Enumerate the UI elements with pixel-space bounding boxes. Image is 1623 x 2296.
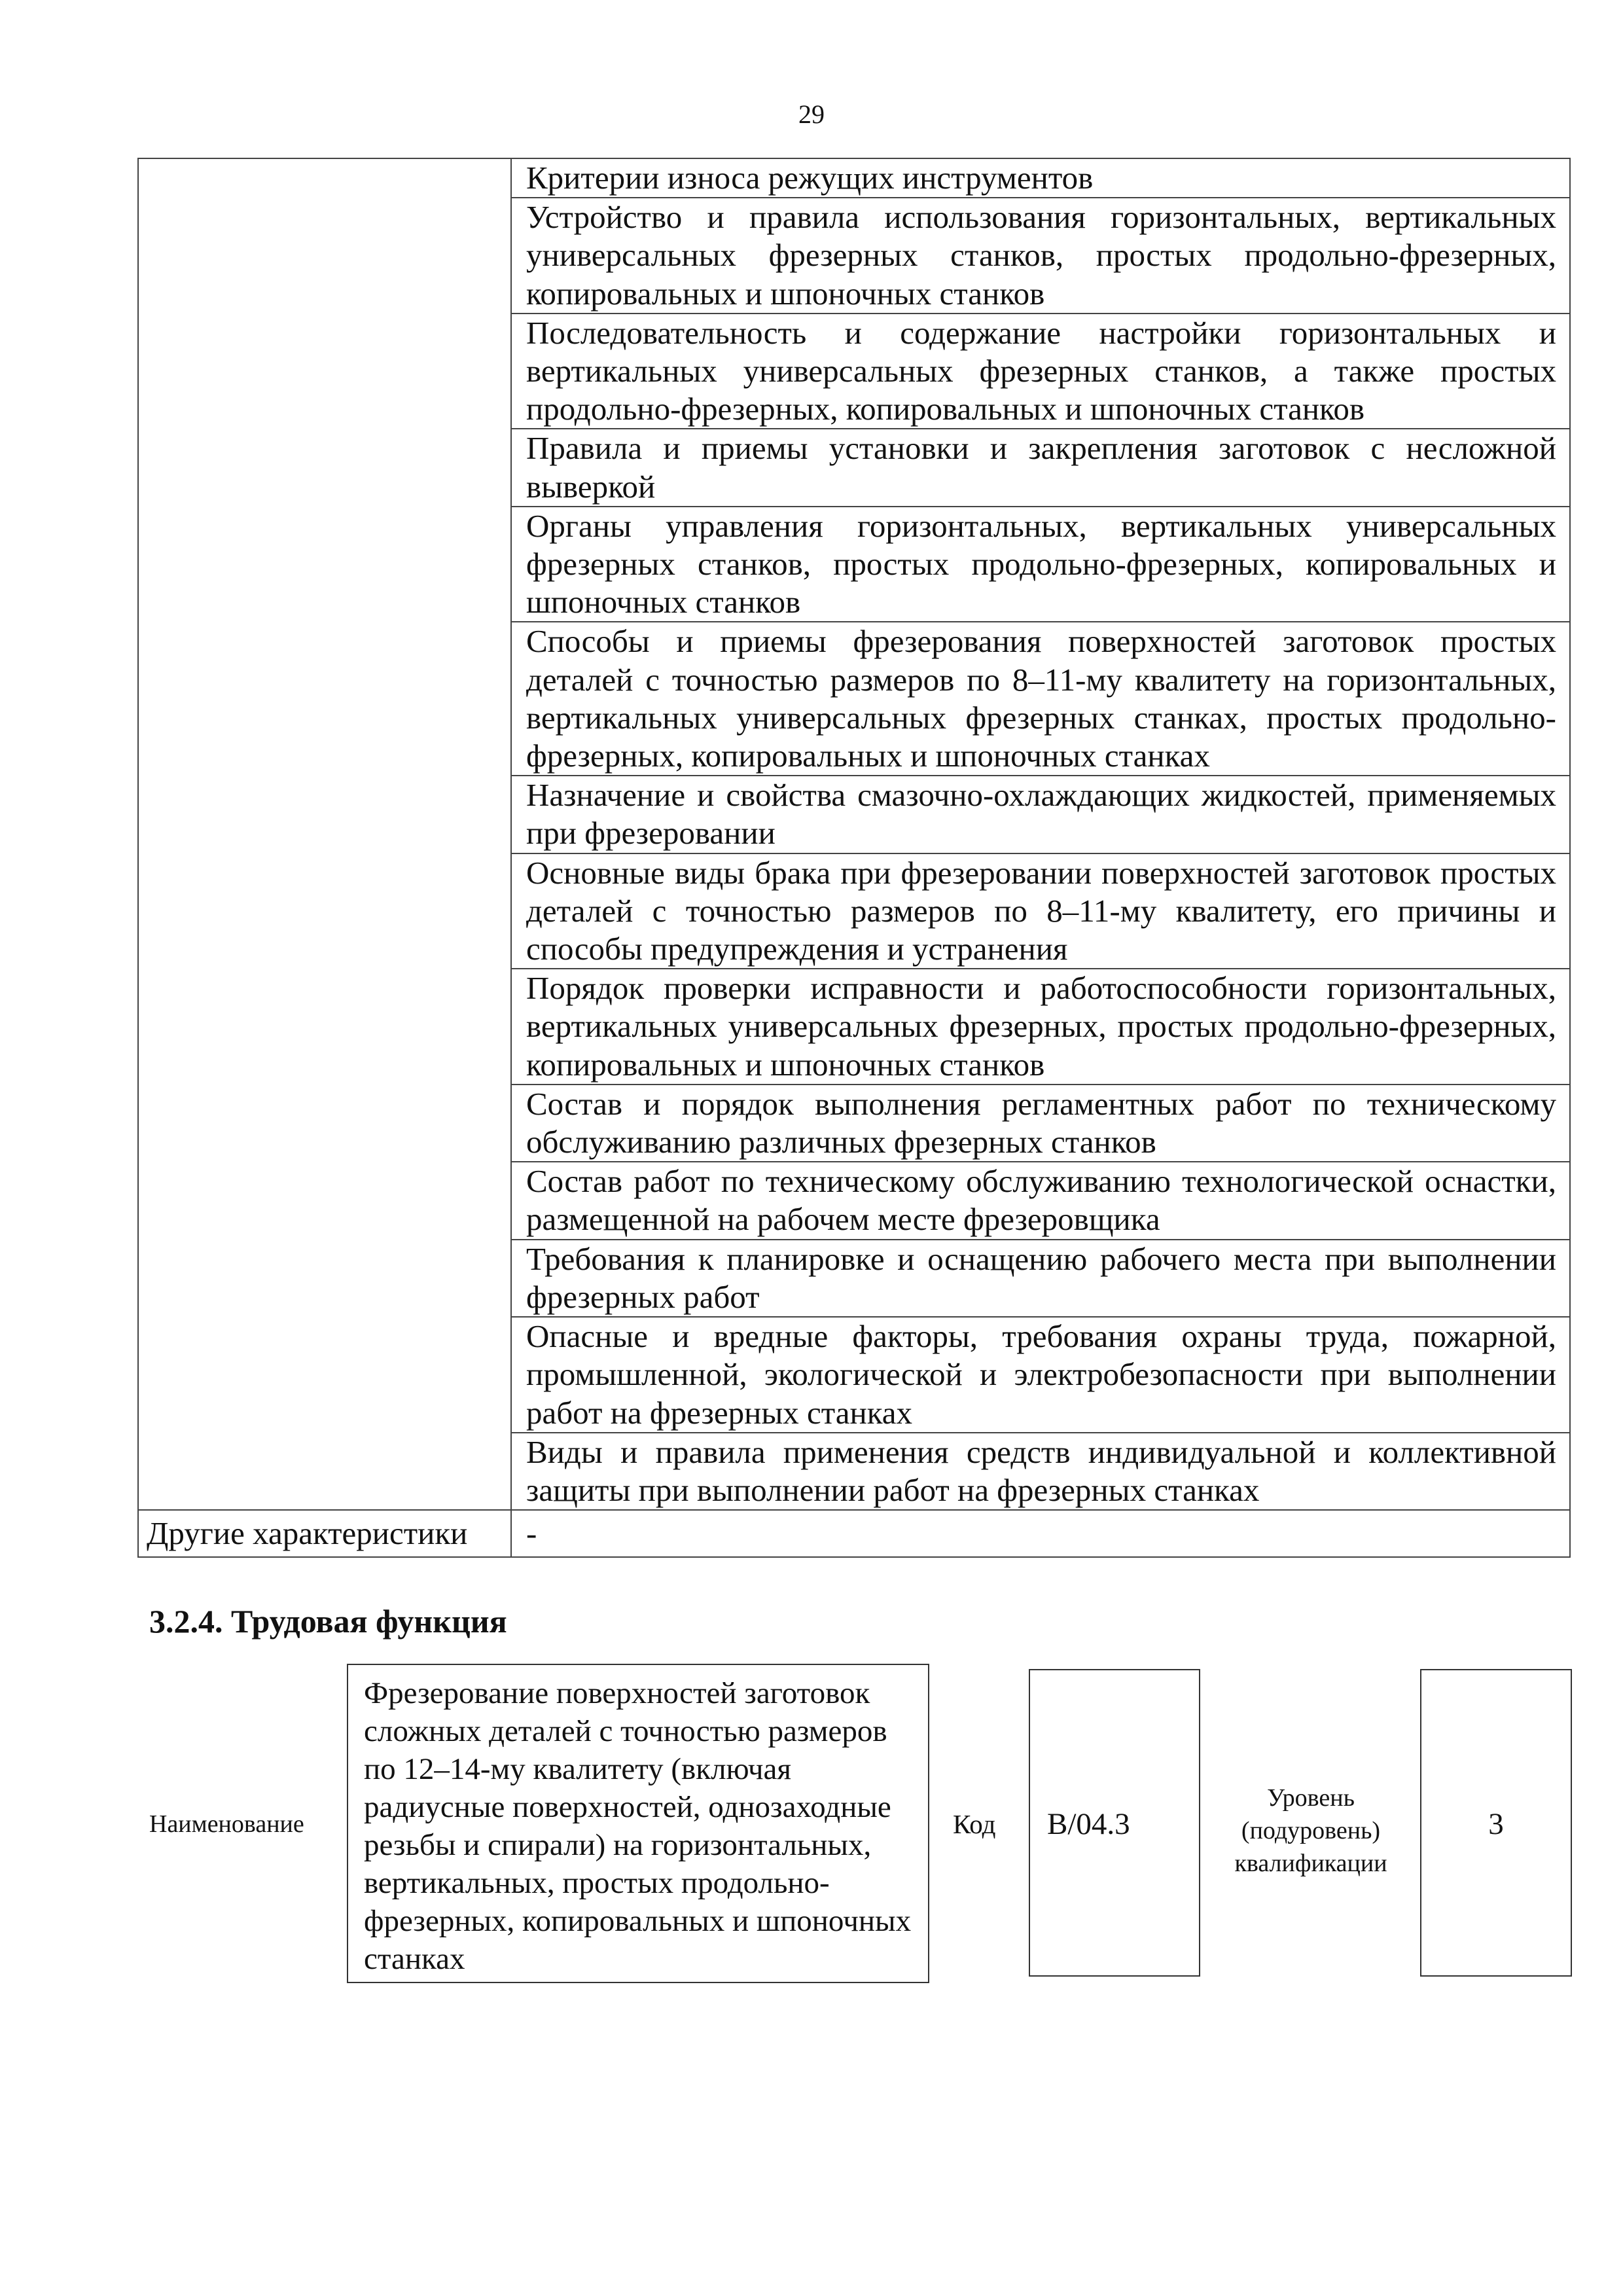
function-name-box <box>347 1664 929 1983</box>
knowledge-item-text: Назначение и свойства смазочно-охлаждающих жидкостей, применяемых при фрезеровании <box>526 777 1556 852</box>
table-row <box>138 158 1570 198</box>
knowledge-item-text: Порядок проверки исправности и работоспособности горизонтальных, вертикальных универсальных фрезерных, простых продольно-фрезерных, копировальных и шпоночных станков <box>526 970 1556 1083</box>
knowledge-item-cell <box>511 853 1570 969</box>
knowledge-item-text: Состав и порядок выполнения регламентных работ по техническому обслуживанию различных фрезерных станков <box>526 1085 1556 1160</box>
knowledge-item-cell <box>511 507 1570 622</box>
knowledge-item-cell <box>511 314 1570 429</box>
page-number: 29 <box>798 99 825 129</box>
knowledge-item-text: Виды и правила применения средств индивидуальной и коллективной защиты при выполнении работ на фрезерных станках <box>526 1433 1556 1508</box>
other-value-cell <box>511 1510 1570 1557</box>
section-heading: 3.2.4. Трудовая функция <box>149 1603 507 1640</box>
code-box <box>1029 1669 1200 1977</box>
empty-label-cell <box>138 158 511 1510</box>
other-characteristics-label: Другие характеристики <box>147 1515 468 1552</box>
code-label: Код <box>953 1809 996 1839</box>
other-characteristics-value: - <box>526 1515 537 1552</box>
knowledge-item-cell <box>511 158 1570 198</box>
knowledge-item-text: Опасные и вредные факторы, требования охраны труда, пожарной, промышленной, экологической и электробезопасности при выполнении работ на фрезерных станках <box>526 1318 1556 1431</box>
knowledge-item-text: Правила и приемы установки и закрепления заготовок с несложной выверкой <box>526 430 1556 505</box>
knowledge-table <box>137 158 1571 1558</box>
qualification-label-line-1: Уровень <box>1267 1784 1355 1812</box>
knowledge-item-cell <box>511 1240 1570 1317</box>
knowledge-item-cell <box>511 1433 1570 1510</box>
table-row-other <box>138 1510 1570 1557</box>
knowledge-item-cell <box>511 429 1570 506</box>
knowledge-item-text: Состав работ по техническому обслуживанию технологической оснастки, размещенной на рабочем месте фрезеровщика <box>526 1163 1556 1238</box>
knowledge-item-text: Способы и приемы фрезерования поверхностей заготовок простых деталей с точностью размеров по 8–11-му квалитету на горизонтальных, вертикальных универсальных фрезерных станках, простых продольно-фрезерных, копировальных и шпоночных станках <box>526 623 1556 774</box>
knowledge-item-cell <box>511 622 1570 776</box>
knowledge-item-cell <box>511 969 1570 1085</box>
level-box <box>1420 1669 1572 1977</box>
qualification-level-label <box>1217 1782 1404 1880</box>
qualification-label-line-3: квалификации <box>1234 1850 1387 1877</box>
knowledge-item-cell <box>511 1162 1570 1239</box>
knowledge-item-text: Требования к планировке и оснащению рабочего места при выполнении фрезерных работ <box>526 1240 1556 1315</box>
code-value: B/04.3 <box>1047 1807 1130 1841</box>
qualification-label-line-2: (подуровень) <box>1241 1817 1381 1844</box>
knowledge-table-body <box>138 158 1570 1557</box>
knowledge-item-cell <box>511 1317 1570 1433</box>
knowledge-item-text: Устройство и правила использования горизонтальных, вертикальных универсальных фрезерных станков, простых продольно-фрезерных, копировальных и шпоночных станков <box>526 199 1556 312</box>
knowledge-item-cell <box>511 198 1570 314</box>
other-label-cell <box>138 1510 511 1557</box>
level-value: 3 <box>1488 1807 1504 1841</box>
knowledge-item-text: Органы управления горизонтальных, вертикальных универсальных фрезерных станков, простых продольно-фрезерных, копировальных и шпоночных станков <box>526 507 1556 620</box>
knowledge-item-text: Основные виды брака при фрезеровании поверхностей заготовок простых деталей с точностью размеров по 8–11-му квалитету, его причины и способы предупреждения и устранения <box>526 854 1556 967</box>
knowledge-item-text: Критерии износа режущих инструментов <box>526 160 1094 196</box>
knowledge-item-text: Последовательность и содержание настройки горизонтальных и вертикальных универсальных фрезерных станков, а также простых продольно-фрезерных, копировальных и шпоночных станков <box>526 314 1556 427</box>
function-name-value: Фрезерование поверхностей заготовок сложных деталей с точностью размеров по 12–14-му квалитету (включая радиусные поверхностей, однозаходные резьбы и спирали) на горизонтальных, вертикальных, простых продольно-фрезерных, копировальных и шпоночных станках <box>364 1676 912 1976</box>
name-label: Наименование <box>149 1810 304 1838</box>
knowledge-item-cell <box>511 1085 1570 1162</box>
knowledge-item-cell <box>511 776 1570 853</box>
